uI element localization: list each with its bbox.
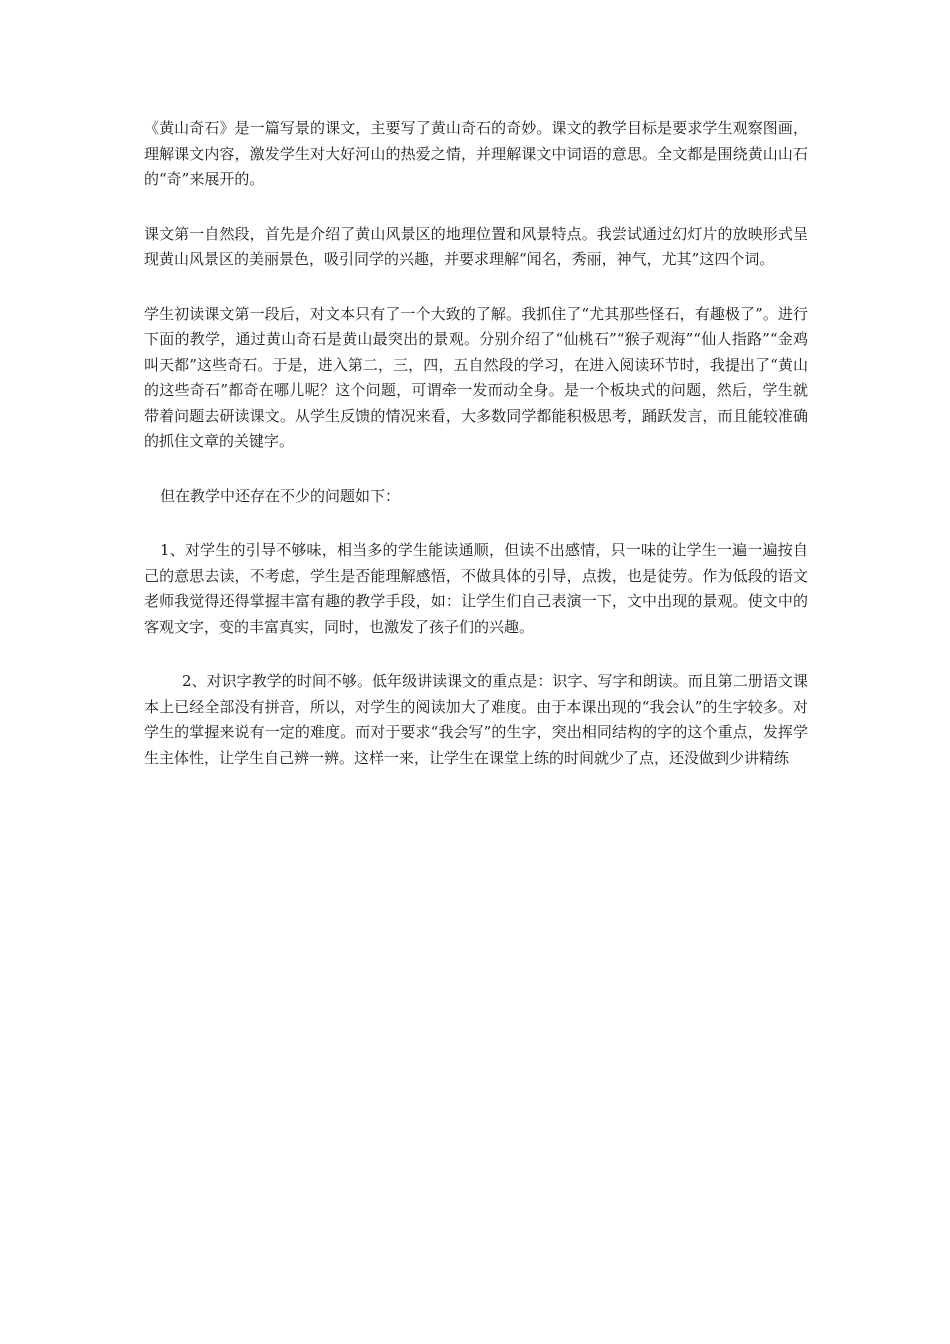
paragraph-intro: 《黄山奇石》是一篇写景的课文，主要写了黄山奇石的奇妙。课文的教学目标是要求学生观察图画，理解课文内容，激发学生对大好河山的热爱之情，并理解课文中词语的意思。全文都是围绕黄山山石的“奇”来展开的。 (144, 119, 808, 188)
document-body (144, 116, 808, 771)
paragraph-problem-1: 1、对学生的引导不够味，相当多的学生能读通顺，但读不出感情，只一味的让学生一遍一遍按自己的意思去读，不考虑，学生是否能理解感悟，不做具体的引导，点拨，也是徒劳。作为低段的语文老师我觉得还得掌握丰富有趣的教学手段，如：让学生们自己表演一下，文中出现的景观。使文中的客观文字，变的丰富真实，同时，也激发了孩子们的兴趣。 (144, 541, 808, 636)
paragraph-reading: 学生初读课文第一段后，对文本只有了一个大致的了解。我抓住了“尤其那些怪石，有趣极了”。进行下面的教学，通过黄山奇石是黄山最突出的景观。分别介绍了“仙桃石”“猴子观海”“仙人指路”“金鸡叫天都”这些奇石。于是，进入第二，三，四，五自然段的学习，在进入阅读环节时，我提出了“黄山的这些奇石”都奇在哪儿呢？这个问题，可谓牵一发而动全身。是一个板块式的问题，然后，学生就带着问题去研读课文。从学生反馈的情况来看，大多数同学都能积极思考，踊跃发言，而且能较准确的抓住文章的关键字。 (144, 304, 808, 450)
paragraph-first-section: 课文第一自然段，首先是介绍了黄山风景区的地理位置和风景特点。我尝试通过幻灯片的放映形式呈现黄山风景区的美丽景色，吸引同学的兴趣，并要求理解“闻名，秀丽，神气，尤其”这四个词。 (144, 224, 808, 268)
paragraph-problem-2: 2、对识字教学的时间不够。低年级讲读课文的重点是：识字、写字和朗读。而且第二册语文课本上已经全部没有拼音，所以，对学生的阅读加大了难度。由于本课出现的“我会认”的生字较多。对学生的掌握来说有一定的难度。而对于要求“我会写”的生字，突出相同结构的字的这个重点，发挥学生主体性，让学生自己辨一辨。这样一来，让学生在课堂上练的时间就少了点，还没做到少讲精练 (144, 672, 808, 767)
paragraph-problems-heading: 但在教学中还存在不少的问题如下： (160, 486, 401, 505)
